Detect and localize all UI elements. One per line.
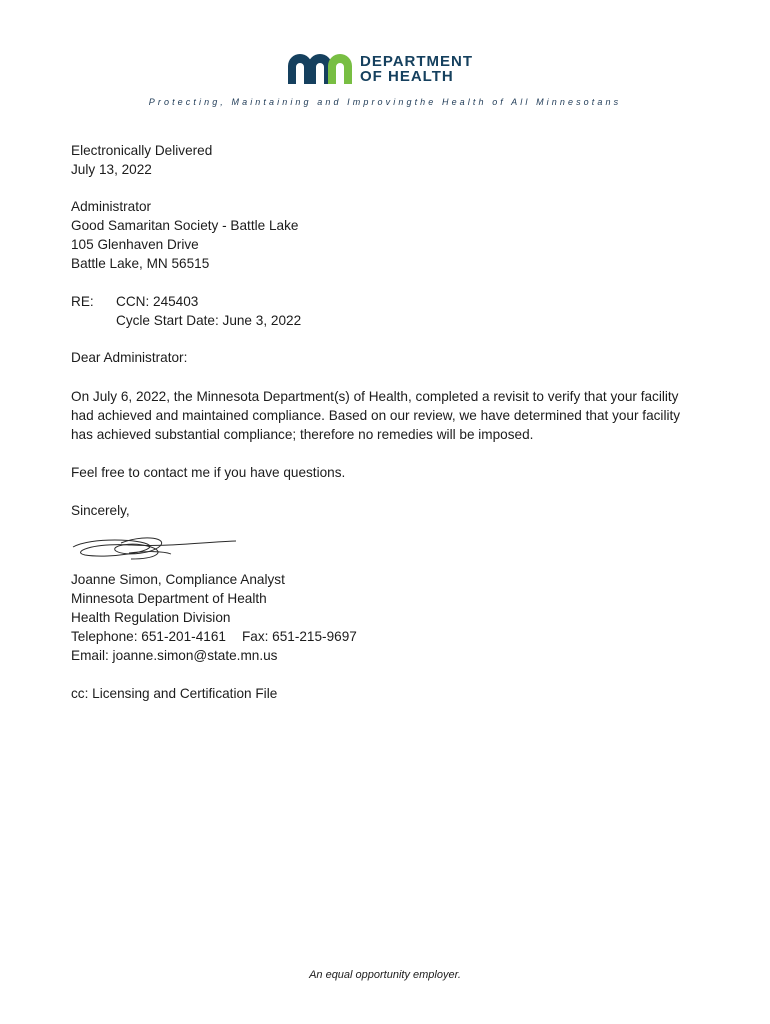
delivery-method: Electronically Delivered [71, 143, 213, 158]
signer-department: Minnesota Department of Health [71, 591, 267, 606]
signer-email: Email: joanne.simon@state.mn.us [71, 648, 278, 663]
date-block [71, 141, 212, 179]
signer-name-title: Joanne Simon, Compliance Analyst [71, 572, 285, 587]
footer-eoe: An equal opportunity employer. [309, 969, 461, 981]
contact-invitation: Feel free to contact me if you have questions. [71, 465, 346, 480]
logo-line-department: DEPARTMENT [360, 53, 474, 70]
recipient-city-state-zip: Battle Lake, MN 56515 [71, 256, 210, 271]
recipient-address [71, 197, 298, 273]
logo-line-of-health: OF HEALTH [360, 68, 454, 85]
signer-block [71, 570, 357, 665]
signer-division: Health Regulation Division [71, 610, 231, 625]
recipient-title: Administrator [71, 199, 152, 214]
mdh-logo [288, 52, 473, 86]
salutation: Dear Administrator: [71, 350, 188, 365]
re-ccn: CCN: 245403 [116, 294, 199, 309]
recipient-facility: Good Samaritan Society - Battle Lake [71, 218, 299, 233]
body-line: On July 6, 2022, the Minnesota Department(s) of Health, completed a revisit to verify that your facility [71, 389, 679, 404]
re-cycle-start-date: Cycle Start Date: June 3, 2022 [116, 313, 302, 328]
body-line: had achieved and maintained compliance. Based on our review, we have determined that your facility [71, 408, 681, 423]
cc-line: cc: Licensing and Certification File [71, 686, 278, 701]
letter-date: July 13, 2022 [71, 162, 152, 177]
signer-fax: Fax: 651-215-9697 [241, 629, 357, 644]
body-paragraph [71, 387, 711, 444]
logo-wordmark [360, 54, 473, 84]
mn-logo-mark-icon [288, 54, 352, 84]
signer-phone-fax [71, 627, 357, 646]
body-line: has achieved substantial compliance; therefore no remedies will be imposed. [71, 427, 534, 442]
re-label: RE: [71, 294, 94, 309]
handwritten-signature [71, 533, 241, 570]
closing: Sincerely, [71, 503, 130, 518]
letterhead-tagline: Protecting, Maintaining and Improvingthe Health of All Minnesotans [148, 97, 622, 107]
recipient-street: 105 Glenhaven Drive [71, 237, 199, 252]
signer-telephone: Telephone: 651-201-4161 [71, 629, 226, 644]
